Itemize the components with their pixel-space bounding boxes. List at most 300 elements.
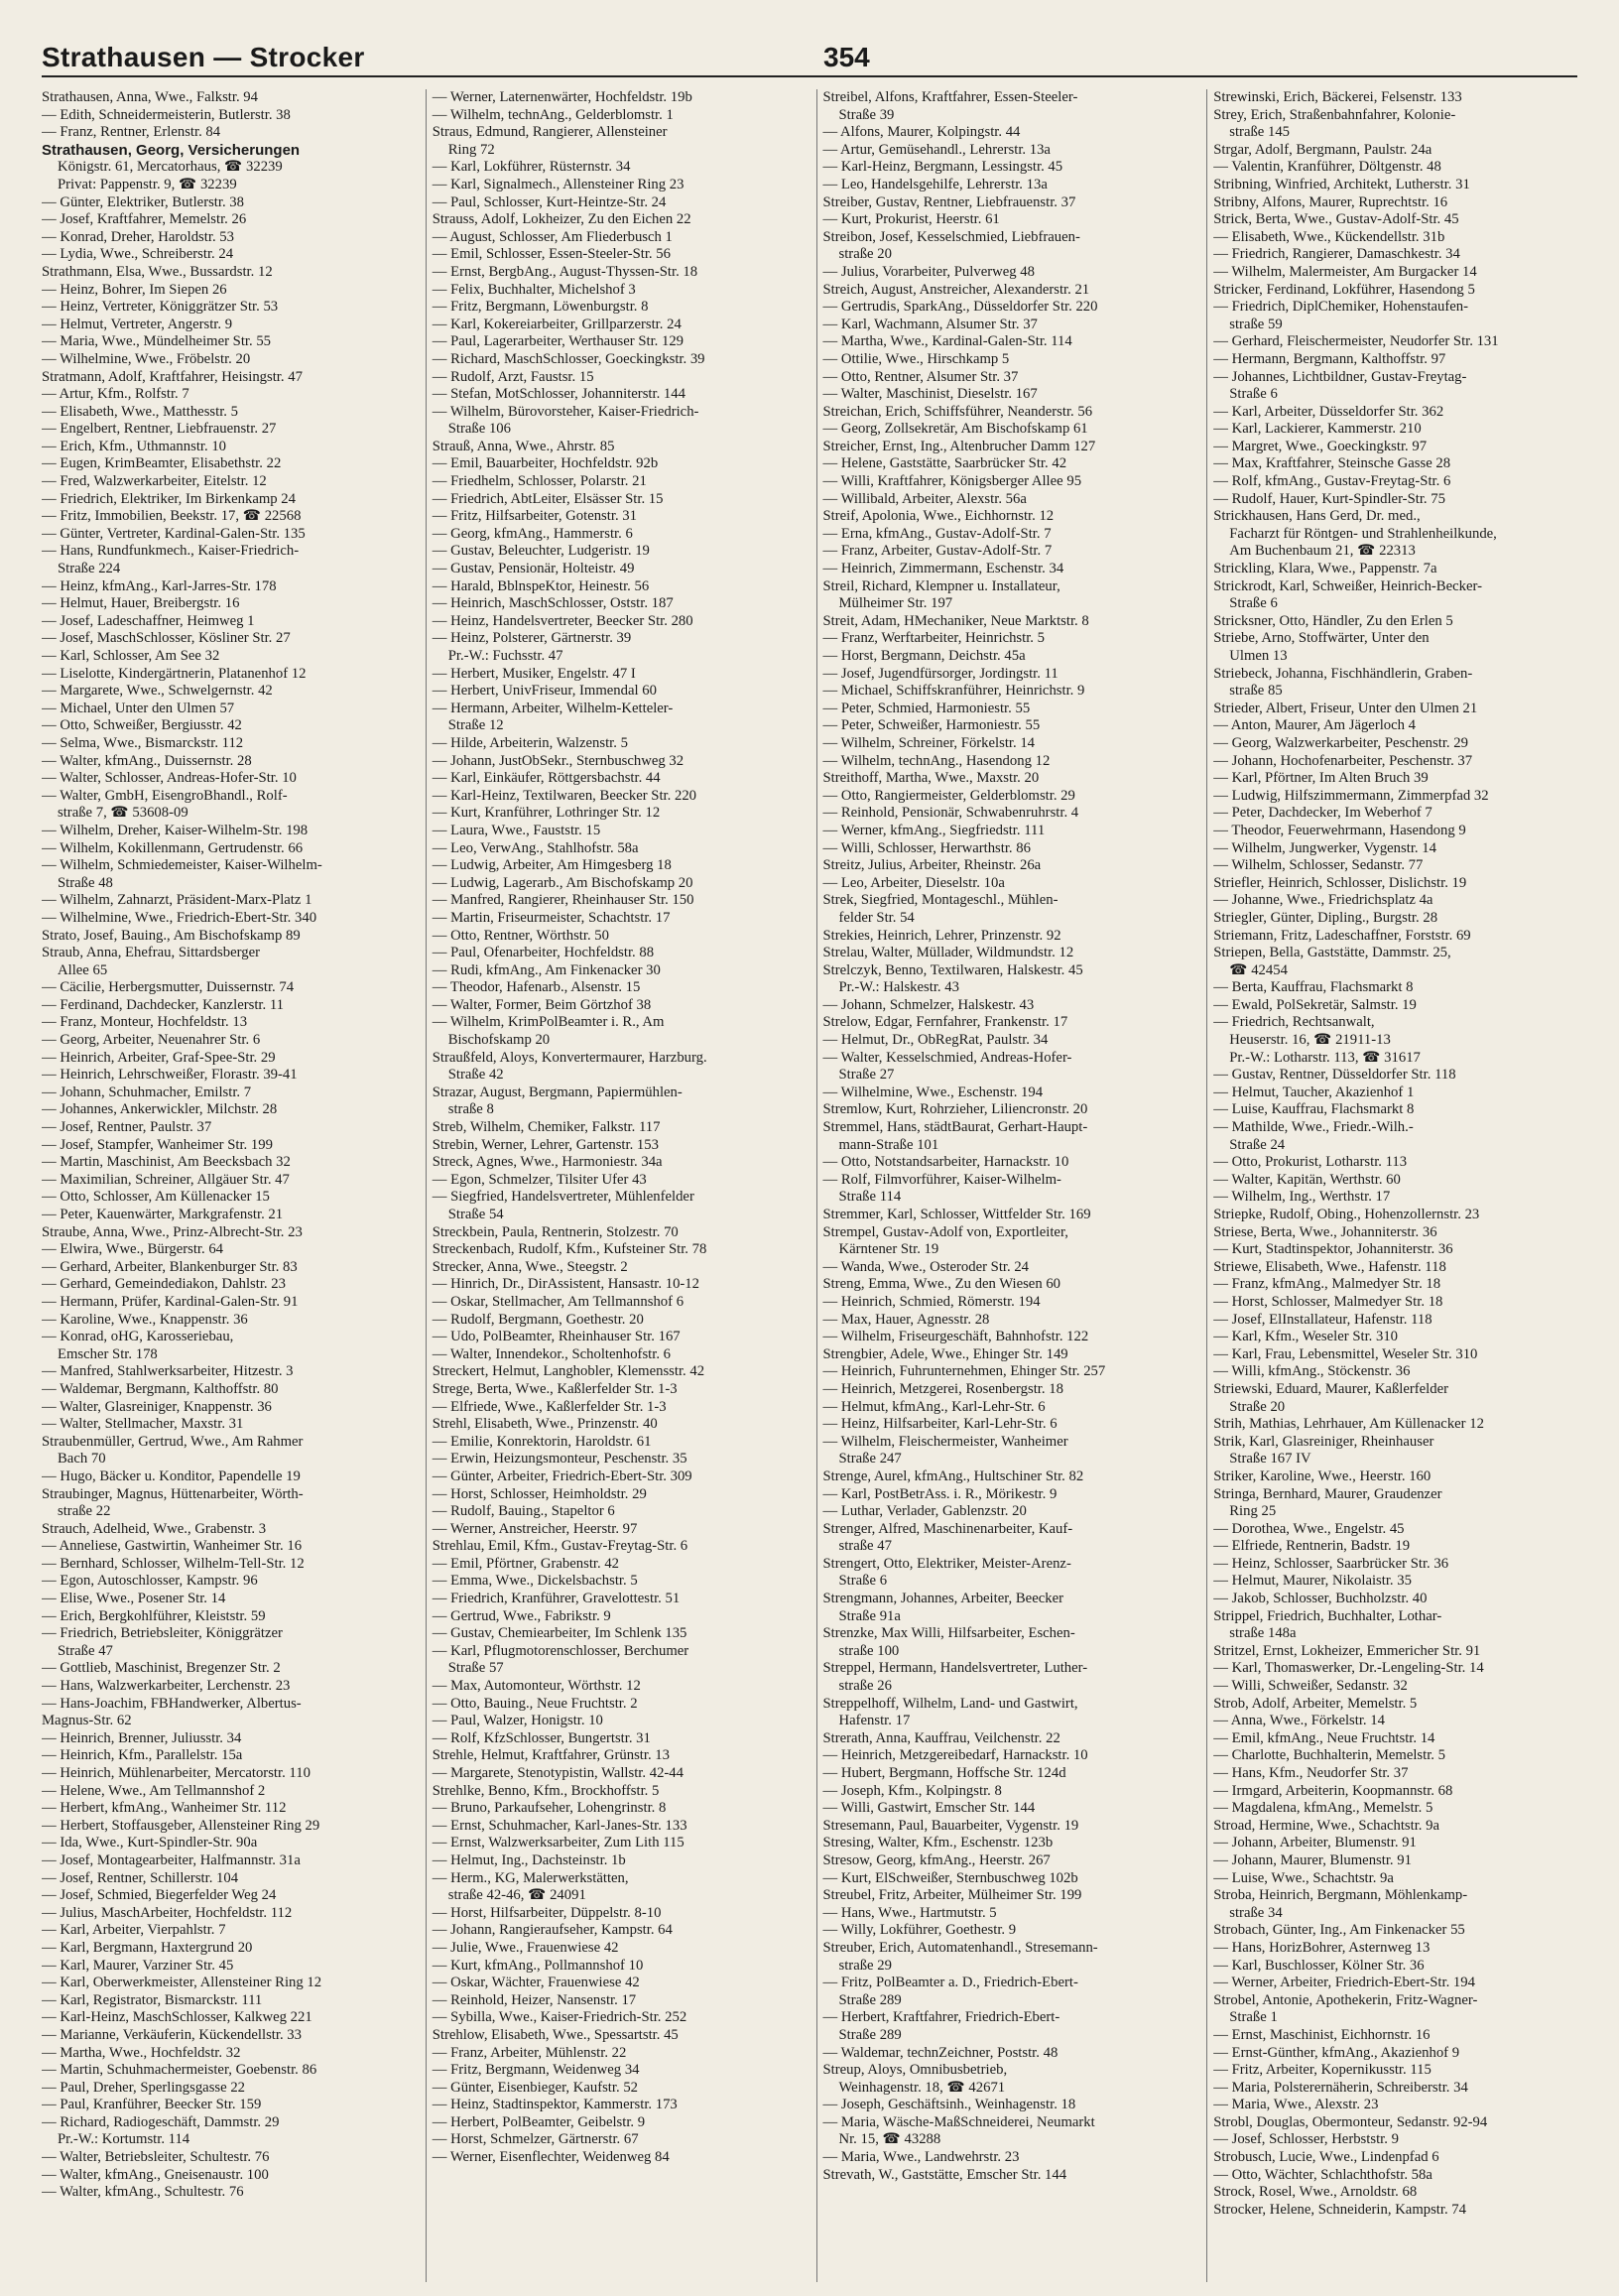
directory-entry: — Peter, Dachdecker, Im Weberhof 7 <box>1213 805 1432 822</box>
directory-entry: — Werner, kfmAng., Siegfriedstr. 111 <box>822 822 1046 838</box>
directory-entry: Straße 42 <box>447 1067 504 1084</box>
directory-entry: — Werner, Laternenwärter, Hochfeldstr. 19b <box>432 89 692 105</box>
directory-entry: — Charlotte, Buchhalterin, Memelstr. 5 <box>1213 1747 1445 1764</box>
directory-entry: Strickhausen, Hans Gerd, Dr. med., <box>1213 508 1421 525</box>
directory-entry: Stringa, Bernhard, Maurer, Graudenzer <box>1213 1485 1442 1502</box>
directory-entry: — Wilhelm, Schreiner, Förkelstr. 14 <box>822 734 1036 751</box>
directory-entry: straße 20 <box>838 246 892 263</box>
directory-entry: — Günter, Vertreter, Kardinal-Galen-Str. 135 <box>42 525 306 542</box>
directory-entry: — Manfred, Rangierer, Rheinhauser Str. 150 <box>432 892 694 909</box>
directory-entry: Strewinski, Erich, Bäckerei, Felsenstr. 133 <box>1213 89 1462 105</box>
directory-entry: — Erich, Kfm., Uthmannstr. 10 <box>42 438 227 454</box>
directory-entry: Striegler, Günter, Dipling., Burgstr. 28 <box>1213 909 1438 926</box>
directory-entry: — Franz, Rentner, Erlenstr. 84 <box>42 124 221 141</box>
directory-entry: — Margret, Wwe., Goeckingkstr. 97 <box>1213 438 1428 454</box>
directory-entry: Streif, Apolonia, Wwe., Eichhornstr. 12 <box>822 508 1055 525</box>
directory-entry: — Karl, Thomaswerker, Dr.-Lengeling-Str. 14 <box>1213 1660 1484 1677</box>
directory-entry: — Ewald, PolSekretär, Salmstr. 19 <box>1213 996 1417 1013</box>
directory-entry: — Horst, Hilfsarbeiter, Düppelstr. 8-10 <box>432 1904 662 1921</box>
directory-entry: — Maria, Wwe., Alexstr. 23 <box>1213 2097 1379 2113</box>
directory-entry: Strey, Erich, Straßenbahnfahrer, Kolonie- <box>1213 106 1456 123</box>
directory-entry: Straße 6 <box>838 1573 888 1590</box>
directory-entry: — Oskar, Wächter, Frauenwiese 42 <box>432 1975 640 1991</box>
column-2 <box>426 89 816 2282</box>
directory-entry: — Heinz, Handelsvertreter, Beecker Str. 280 <box>432 612 693 629</box>
directory-entry: Strickrodt, Karl, Schweißer, Heinrich-Becker- <box>1213 577 1482 594</box>
directory-entry: — Engelbert, Rentner, Liebfrauenstr. 27 <box>42 421 277 438</box>
directory-entry: — Josef, Rentner, Schillerstr. 104 <box>42 1869 239 1886</box>
directory-entry: — Walter, Glasreiniger, Knappenstr. 36 <box>42 1398 272 1415</box>
directory-entry: — Friedrich, AbtLeiter, Elsässer Str. 15 <box>432 490 664 507</box>
directory-entry: — Egon, Autoschlosser, Kampstr. 96 <box>42 1573 258 1590</box>
directory-entry: Strobusch, Lucie, Wwe., Lindenpfad 6 <box>1213 2149 1439 2166</box>
directory-entry: — Elisabeth, Wwe., Kückendellstr. 31b <box>1213 228 1445 245</box>
directory-entry: — Otto, Bauing., Neue Fruchtstr. 2 <box>432 1695 638 1712</box>
directory-entry: — Josef, Jugendfürsorger, Jordingstr. 11 <box>822 665 1059 682</box>
directory-entry: Strege, Berta, Wwe., Kaßlerfelder Str. 1-3 <box>432 1380 678 1397</box>
directory-entry: Bischofskamp 20 <box>447 1032 551 1049</box>
directory-entry: — Heinrich, Zimmermann, Eschenstr. 34 <box>822 561 1064 577</box>
directory-entry: Mülheimer Str. 197 <box>838 595 953 612</box>
directory-entry: — Helene, Wwe., Am Tellmannshof 2 <box>42 1782 266 1799</box>
directory-entry: — Emil, Bauarbeiter, Hochfeldstr. 92b <box>432 455 659 472</box>
directory-entry: Strato, Josef, Bauing., Am Bischofskamp 89 <box>42 927 301 944</box>
directory-entry: — Konrad, Dreher, Haroldstr. 53 <box>42 228 234 245</box>
directory-entry: — Gerhard, Gemeindediakon, Dahlstr. 23 <box>42 1276 286 1293</box>
directory-entry: — Theodor, Feuerwehrmann, Hasendong 9 <box>1213 822 1466 838</box>
directory-entry: — Michael, Schiffskranführer, Heinrichstr. 9 <box>822 683 1085 700</box>
directory-entry: Strieder, Albert, Friseur, Unter den Ulmen 21 <box>1213 700 1478 716</box>
directory-entry: — Werner, Anstreicher, Heerstr. 97 <box>432 1520 638 1537</box>
directory-entry: — Karl, Einkäufer, Röttgersbachstr. 44 <box>432 770 661 787</box>
directory-entry: — Paul, Lagerarbeiter, Werthauser Str. 129 <box>432 333 685 350</box>
directory-entry: Streckbein, Paula, Rentnerin, Stolzestr. 70 <box>432 1223 679 1240</box>
directory-entry: Strengbier, Adele, Wwe., Ehinger Str. 149 <box>822 1345 1068 1362</box>
directory-entry: Strehlau, Emil, Kfm., Gustav-Freytag-Str. 6 <box>432 1538 688 1555</box>
directory-entry: — Leo, Arbeiter, Dieselstr. 10a <box>822 874 1005 891</box>
directory-entry: — Margarete, Stenotypistin, Wallstr. 42-44 <box>432 1765 684 1781</box>
directory-entry: — Martha, Wwe., Hochfeldstr. 32 <box>42 2044 241 2061</box>
directory-entry: Strehlow, Elisabeth, Wwe., Spessartstr. 45 <box>432 2026 679 2043</box>
directory-entry: Strekies, Heinrich, Lehrer, Prinzenstr. 92 <box>822 927 1061 944</box>
directory-entry: — Rudolf, Hauer, Kurt-Spindler-Str. 75 <box>1213 490 1445 507</box>
directory-entry: — Otto, Rentner, Alsumer Str. 37 <box>822 368 1019 385</box>
directory-entry: — Johann, Schmelzer, Halskestr. 43 <box>822 996 1035 1013</box>
directory-entry: — Horst, Bergmann, Deichstr. 45a <box>822 648 1026 664</box>
directory-entry: — Willi, Kraftfahrer, Königsberger Allee 95 <box>822 473 1082 490</box>
directory-entry: straße 100 <box>838 1642 900 1659</box>
directory-entry: — Helene, Gaststätte, Saarbrücker Str. 42 <box>822 455 1067 472</box>
directory-entry: Strebin, Werner, Lehrer, Gartenstr. 153 <box>432 1136 659 1153</box>
page-header <box>42 36 1577 77</box>
directory-entry: Straube, Anna, Wwe., Prinz-Albrecht-Str. 23 <box>42 1223 303 1240</box>
directory-entry: — Walter, Stellmacher, Maxstr. 31 <box>42 1416 244 1433</box>
directory-entry: — Kurt, ElSchweißer, Sternbuschweg 102b <box>822 1869 1078 1886</box>
directory-entry: — Magdalena, kfmAng., Memelstr. 5 <box>1213 1800 1433 1817</box>
directory-entry: — Anton, Maurer, Am Jägerloch 4 <box>1213 717 1417 734</box>
directory-entry: Strobach, Günter, Ing., Am Finkenacker 55 <box>1213 1922 1465 1939</box>
directory-entry: — Gustav, Rentner, Düsseldorfer Str. 118 <box>1213 1067 1456 1084</box>
directory-entry: — Martin, Maschinist, Am Beecksbach 32 <box>42 1154 291 1171</box>
directory-entry: — Maria, Wwe., Landwehrstr. 23 <box>822 2149 1020 2166</box>
directory-entry: Stresing, Walter, Kfm., Eschenstr. 123b <box>822 1835 1054 1851</box>
directory-entry: — Rolf, kfmAng., Gustav-Freytag-Str. 6 <box>1213 473 1451 490</box>
directory-entry: Stricksner, Otto, Händler, Zu den Erlen 5 <box>1213 612 1453 629</box>
directory-entry: — Hans-Joachim, FBHandwerker, Albertus- <box>42 1695 302 1712</box>
directory-entry: Strauß, Anna, Wwe., Ahrstr. 85 <box>432 438 615 454</box>
directory-entry: — Karl, Kfm., Weseler Str. 310 <box>1213 1329 1399 1345</box>
directory-entry: — Lydia, Wwe., Schreiberstr. 24 <box>42 246 234 263</box>
directory-entry: straße 42-46, ☎ 24091 <box>447 1887 586 1904</box>
directory-entry: Am Buchenbaum 21, ☎ 22313 <box>1229 543 1416 560</box>
directory-entry: straße 59 <box>1229 316 1283 332</box>
directory-entry: Streubel, Fritz, Arbeiter, Mülheimer Str. 199 <box>822 1887 1082 1904</box>
directory-entry: — Johann, Maurer, Blumenstr. 91 <box>1213 1851 1412 1868</box>
directory-entry: Streit, Adam, HMechaniker, Neue Marktstr. 8 <box>822 612 1089 629</box>
directory-entry: — Walter, Maschinist, Dieselstr. 167 <box>822 386 1038 403</box>
directory-entry: — Emilie, Konrektorin, Haroldstr. 61 <box>432 1433 652 1450</box>
directory-entry: — Gustav, Beleuchter, Ludgeristr. 19 <box>432 543 650 560</box>
directory-entry: — Ottilie, Wwe., Hirschkamp 5 <box>822 350 1010 367</box>
directory-entry: — Luise, Wwe., Schachtstr. 9a <box>1213 1869 1394 1886</box>
directory-entry: Strehle, Helmut, Kraftfahrer, Grünstr. 13 <box>432 1747 670 1764</box>
directory-entry: — Hans, HorizBohrer, Asternweg 13 <box>1213 1939 1431 1956</box>
directory-entry: — Ludwig, Lagerarb., Am Bischofskamp 20 <box>432 874 693 891</box>
directory-entry: — Friedrich, Rechtsanwalt, <box>1213 1014 1375 1031</box>
directory-entry: Privat: Pappenstr. 9, ☎ 32239 <box>58 176 237 192</box>
directory-entry: — Emil, Schlosser, Essen-Steeler-Str. 56 <box>432 246 671 263</box>
directory-entry: — Walter, Innendekor., Scholtenhofstr. 6 <box>432 1345 672 1362</box>
directory-entry: Streng, Emma, Wwe., Zu den Wiesen 60 <box>822 1276 1061 1293</box>
directory-entry: — Johannes, Lichtbildner, Gustav-Freytag- <box>1213 368 1467 385</box>
directory-entry: Straße 20 <box>1229 1398 1286 1415</box>
page-number: 354 <box>823 42 870 72</box>
directory-entry: — Heinz, Bohrer, Im Siepen 26 <box>42 281 227 298</box>
directory-entry: Strelczyk, Benno, Textilwaren, Halskestr. 45 <box>822 961 1083 978</box>
directory-entry: — Ida, Wwe., Kurt-Spindler-Str. 90a <box>42 1835 258 1851</box>
directory-entry: — Karl, Frau, Lebensmittel, Weseler Str. 310 <box>1213 1345 1478 1362</box>
directory-entry: — Rudolf, Bauing., Stapeltor 6 <box>432 1503 615 1520</box>
directory-entry: Strauch, Adelheid, Wwe., Grabenstr. 3 <box>42 1520 267 1537</box>
directory-entry: Streb, Wilhelm, Chemiker, Falkstr. 117 <box>432 1119 661 1136</box>
directory-entry: — Valentin, Kranführer, Döltgenstr. 48 <box>1213 159 1441 176</box>
directory-entry: Strathausen, Anna, Wwe., Falkstr. 94 <box>42 89 258 105</box>
directory-entry: straße 8 <box>447 1101 494 1118</box>
directory-entry: Streppelhoff, Wilhelm, Land- und Gastwirt, <box>822 1695 1078 1712</box>
directory-entry: Strelau, Walter, Müllader, Wildmundstr. 12 <box>822 945 1074 961</box>
directory-entry: — Kurt, Stadtinspektor, Johanniterstr. 36 <box>1213 1241 1453 1258</box>
directory-entry: Strehlke, Benno, Kfm., Brockhoffstr. 5 <box>432 1782 660 1799</box>
directory-entry: — Heinz, Stadtinspektor, Kammerstr. 173 <box>432 2097 678 2113</box>
directory-entry: — Josef, Kraftfahrer, Memelstr. 26 <box>42 211 247 228</box>
directory-entry: — Otto, Schlosser, Am Küllenacker 15 <box>42 1189 270 1206</box>
directory-entry: Striese, Berta, Wwe., Johanniterstr. 36 <box>1213 1223 1437 1240</box>
directory-entry: Straußfeld, Aloys, Konvertermaurer, Harzburg. <box>432 1049 707 1066</box>
directory-entry: Striemann, Fritz, Ladeschaffner, Forststr. 69 <box>1213 927 1471 944</box>
directory-entry: — Emma, Wwe., Dickelsbachstr. 5 <box>432 1573 638 1590</box>
directory-entry: Strecker, Anna, Wwe., Steegstr. 2 <box>432 1258 628 1275</box>
directory-entry: Striebeck, Johanna, Fischhändlerin, Graben- <box>1213 665 1473 682</box>
directory-entry: — Anna, Wwe., Förkelstr. 14 <box>1213 1713 1385 1729</box>
directory-entry: — Johann, JustObSekr., Sternbuschweg 32 <box>432 752 685 769</box>
directory-entry: — Wilhelm, Zahnarzt, Präsident-Marx-Platz 1 <box>42 892 312 909</box>
directory-entry: — Paul, Kranführer, Beecker Str. 159 <box>42 2097 262 2113</box>
directory-entry: — Wilhelm, Schlosser, Sedanstr. 77 <box>1213 857 1424 874</box>
directory-entry: — Anneliese, Gastwirtin, Wanheimer Str. 16 <box>42 1538 303 1555</box>
directory-entry: Streil, Richard, Klempner u. Installateur, <box>822 577 1060 594</box>
directory-entry: — Wilhelm, Ing., Werthstr. 17 <box>1213 1189 1391 1206</box>
directory-entry: — Willi, kfmAng., Stöckenstr. 36 <box>1213 1363 1411 1380</box>
directory-entry: — Georg, kfmAng., Hammerstr. 6 <box>432 525 633 542</box>
directory-entry: Streuber, Erich, Automatenhandl., Stresemann- <box>822 1939 1098 1956</box>
directory-entry: — Ernst, Walzwerksarbeiter, Zum Lith 115 <box>432 1835 685 1851</box>
directory-entry: — Fritz, Bergmann, Löwenburgstr. 8 <box>432 299 649 316</box>
directory-entry: — Harald, BblnspeKtor, Heinestr. 56 <box>432 577 650 594</box>
directory-entry: Striker, Karoline, Wwe., Heerstr. 160 <box>1213 1467 1432 1484</box>
directory-entry: — Hinrich, Dr., DirAssistent, Hansastr. 10-12 <box>432 1276 699 1293</box>
directory-entry: — Karl, Lokführer, Rüsternstr. 34 <box>432 159 631 176</box>
directory-entry: — Hans, Wwe., Hartmutstr. 5 <box>822 1904 997 1921</box>
directory-entry: — Heinz, kfmAng., Karl-Jarres-Str. 178 <box>42 577 277 594</box>
directory-entry: — Sybilla, Wwe., Kaiser-Friedrich-Str. 252 <box>432 2009 687 2026</box>
directory-entry: — Joseph, Geschäftsinh., Weinhagenstr. 18 <box>822 2097 1076 2113</box>
directory-entry: — Julius, MaschArbeiter, Hochfeldstr. 112 <box>42 1904 293 1921</box>
directory-entry: — Maria, Wäsche-MaßSchneiderei, Neumarkt <box>822 2113 1095 2130</box>
directory-entry: — Heinrich, Mühlenarbeiter, Mercatorstr. 110 <box>42 1765 311 1781</box>
directory-entry: — Erna, kfmAng., Gustav-Adolf-Str. 7 <box>822 525 1052 542</box>
directory-entry: — Friedrich, Kranführer, Gravelottestr. 51 <box>432 1591 681 1607</box>
directory-entry: — Peter, Schweißer, Harmoniestr. 55 <box>822 717 1041 734</box>
directory-entry: Ring 72 <box>447 141 495 158</box>
directory-entry: — Max, Automonteur, Wörthstr. 12 <box>432 1678 641 1695</box>
directory-entry: — Richard, MaschSchlosser, Goeckingkstr. 39 <box>432 350 705 367</box>
column-4 <box>1206 89 1597 2282</box>
directory-entry: — Reinhold, Pensionär, Schwabenruhrstr. 4 <box>822 805 1079 822</box>
directory-entry: — Waldemar, Bergmann, Kalthoffstr. 80 <box>42 1380 279 1397</box>
directory-entry: — Alfons, Maurer, Kolpingstr. 44 <box>822 124 1021 141</box>
directory-entry: — Wilhelm, Friseurgeschäft, Bahnhofstr. 122 <box>822 1329 1089 1345</box>
directory-entry: straße 47 <box>838 1538 892 1555</box>
directory-entry: — Maria, Polsterernäherin, Schreiberstr. 34 <box>1213 2079 1468 2096</box>
directory-entry: — Oskar, Stellmacher, Am Tellmannshof 6 <box>432 1293 685 1310</box>
directory-entry: Striepen, Bella, Gaststätte, Dammstr. 25, <box>1213 945 1451 961</box>
directory-entry: Strathausen, Georg, Versicherungen <box>42 141 301 159</box>
directory-entry: — Friedhelm, Schlosser, Polarstr. 21 <box>432 473 647 490</box>
directory-entry: — Udo, PolBeamter, Rheinhauser Str. 167 <box>432 1329 681 1345</box>
directory-entry: — Gottlieb, Maschinist, Bregenzer Str. 2 <box>42 1660 281 1677</box>
directory-entry: — Franz, Arbeiter, Gustav-Adolf-Str. 7 <box>822 543 1053 560</box>
directory-entry: — Hugo, Bäcker u. Konditor, Papendelle 19 <box>42 1467 301 1484</box>
directory-entry: — Herbert, PolBeamter, Geibelstr. 9 <box>432 2113 646 2130</box>
directory-entry: — Friedrich, Elektriker, Im Birkenkamp 24 <box>42 490 296 507</box>
directory-entry: Königstr. 61, Mercatorhaus, ☎ 32239 <box>58 159 283 176</box>
directory-entry: Streichan, Erich, Schiffsführer, Neanderstr. 56 <box>822 403 1093 420</box>
directory-entry: Straub, Anna, Ehefrau, Sittardsberger <box>42 945 260 961</box>
directory-entry: — Fritz, Immobilien, Beekstr. 17, ☎ 22568 <box>42 508 302 525</box>
directory-entry: — Josef, ElInstallateur, Hafenstr. 118 <box>1213 1311 1432 1328</box>
directory-entry: Straus, Edmund, Rangierer, Allensteiner <box>432 124 668 141</box>
directory-entry: Strempel, Gustav-Adolf von, Exportleiter, <box>822 1223 1068 1240</box>
directory-entry: straße 85 <box>1229 683 1283 700</box>
directory-entry: Strobl, Douglas, Obermonteur, Sedanstr. 92-94 <box>1213 2113 1488 2130</box>
directory-entry: — Heinrich, Metzgerei, Rosenbergstr. 18 <box>822 1380 1063 1397</box>
directory-entry: Straße 6 <box>1229 595 1278 612</box>
directory-entry: Magnus-Str. 62 <box>42 1713 132 1729</box>
directory-entry: — Hans, Walzwerkarbeiter, Lerchenstr. 23 <box>42 1678 291 1695</box>
directory-entry: ☎ 42454 <box>1229 961 1288 978</box>
directory-entry: — Paul, Dreher, Sperlingsgasse 22 <box>42 2079 246 2096</box>
directory-entry: — Heinrich, Kfm., Parallelstr. 15a <box>42 1747 243 1764</box>
directory-entry: — Erwin, Heizungsmonteur, Peschenstr. 35 <box>432 1451 687 1467</box>
directory-entry: — Helmut, Vertreter, Angerstr. 9 <box>42 316 233 332</box>
directory-entry: Straße 224 <box>58 561 121 577</box>
directory-entry: — Wilhelm, technAng., Gelderblomstr. 1 <box>432 106 674 123</box>
directory-entry: — Karl, Pförtner, Im Alten Bruch 39 <box>1213 770 1429 787</box>
directory-entry: — Helmut, kfmAng., Karl-Lehr-Str. 6 <box>822 1398 1046 1415</box>
directory-entry: — Hermann, Prüfer, Kardinal-Galen-Str. 91 <box>42 1293 299 1310</box>
directory-entry: — Helmut, Maurer, Nikolaistr. 35 <box>1213 1573 1412 1590</box>
directory-entry: — Ludwig, Hilfszimmermann, Zimmerpfad 32 <box>1213 787 1489 804</box>
directory-entry: — Georg, Walzwerkarbeiter, Peschenstr. 29 <box>1213 734 1468 751</box>
directory-entry: — Rolf, Filmvorführer, Kaiser-Wilhelm- <box>822 1171 1061 1188</box>
directory-entry: Streup, Aloys, Omnibusbetrieb, <box>822 2062 1008 2079</box>
directory-entry: straße 29 <box>838 1957 892 1974</box>
directory-entry: — Stefan, MotSchlosser, Johanniterstr. 144 <box>432 386 685 403</box>
directory-entry: — Otto, Schweißer, Bergiusstr. 42 <box>42 717 242 734</box>
directory-entry: — Maria, Wwe., Mündelheimer Str. 55 <box>42 333 272 350</box>
directory-entry: — Gerhard, Fleischermeister, Neudorfer Str. 131 <box>1213 333 1499 350</box>
directory-entry: — Franz, Werftarbeiter, Heinrichstr. 5 <box>822 630 1045 647</box>
directory-entry: Streckert, Helmut, Langhobler, Klemensstr. 42 <box>432 1363 705 1380</box>
directory-entry: — Leo, VerwAng., Stahlhofstr. 58a <box>432 839 639 856</box>
directory-entry: — Wilhelm, Dreher, Kaiser-Wilhelm-Str. 198 <box>42 822 309 838</box>
directory-entry: — Julie, Wwe., Frauenwiese 42 <box>432 1939 619 1956</box>
directory-entry: — Helmut, Hauer, Breibergstr. 16 <box>42 595 240 612</box>
directory-entry: — Günter, Elektriker, Butlerstr. 38 <box>42 193 244 210</box>
directory-entry: — Johann, Hochofenarbeiter, Peschenstr. 37 <box>1213 752 1473 769</box>
directory-entry: — Elfriede, Rentnerin, Badstr. 19 <box>1213 1538 1411 1555</box>
directory-entry: Ulmen 13 <box>1229 648 1288 664</box>
directory-entry: Heuserstr. 16, ☎ 21911-13 <box>1229 1032 1391 1049</box>
directory-entry: Straße 12 <box>447 717 504 734</box>
directory-entry: — Egon, Schmelzer, Tilsiter Ufer 43 <box>432 1171 647 1188</box>
directory-entry: — Karl, Bergmann, Haxtergrund 20 <box>42 1939 253 1956</box>
directory-entry: — Karl, Lackierer, Kammerstr. 210 <box>1213 421 1422 438</box>
directory-entry: — Willy, Lokführer, Goethestr. 9 <box>822 1922 1017 1939</box>
directory-entry: — Ludwig, Arbeiter, Am Himgesberg 18 <box>432 857 672 874</box>
directory-entry: Stribning, Winfried, Architekt, Lutherstr. 31 <box>1213 176 1470 192</box>
directory-entry: — Walter, kfmAng., Schultestr. 76 <box>42 2184 244 2201</box>
directory-entry: — Günter, Arbeiter, Friedrich-Ebert-Str. 309 <box>432 1467 692 1484</box>
directory-entry: — Wilhelm, Bürovorsteher, Kaiser-Friedrich- <box>432 403 699 420</box>
directory-entry: Streitz, Julius, Arbeiter, Rheinstr. 26a <box>822 857 1042 874</box>
directory-entry: Stremlow, Kurt, Rohrzieher, Liliencronstr. 20 <box>822 1101 1088 1118</box>
directory-entry: Straße 247 <box>838 1451 902 1467</box>
directory-entry: — Karl, Registrator, Bismarckstr. 111 <box>42 1991 263 2008</box>
directory-entry: — Ernst, BergbAng., August-Thyssen-Str. 18 <box>432 263 698 280</box>
directory-entry: — Artur, Kfm., Rolfstr. 7 <box>42 386 189 403</box>
directory-entry: — Elwira, Wwe., Bürgerstr. 64 <box>42 1241 224 1258</box>
directory-entry: — Wilhelm, Jungwerker, Vygenstr. 14 <box>1213 839 1436 856</box>
directory-entry: — Max, Hauer, Agnesstr. 28 <box>822 1311 990 1328</box>
directory-entry: Ring 25 <box>1229 1503 1277 1520</box>
directory-entry: — Karl, PostBetrAss. i. R., Mörikestr. 9 <box>822 1485 1058 1502</box>
directory-entry: Straße 91a <box>838 1607 901 1624</box>
directory-entry: Strengert, Otto, Elektriker, Meister-Arenz- <box>822 1555 1071 1572</box>
directory-entry: — Otto, Prokurist, Lotharstr. 113 <box>1213 1154 1408 1171</box>
directory-entry: — Heinz, Polsterer, Gärtnerstr. 39 <box>432 630 632 647</box>
directory-entry: — Irmgard, Arbeiterin, Koopmannstr. 68 <box>1213 1782 1453 1799</box>
directory-entry: — Peter, Schmied, Harmoniestr. 55 <box>822 700 1031 716</box>
directory-entry: — Wilhelm, Malermeister, Am Burgacker 14 <box>1213 263 1477 280</box>
directory-entry: Strickling, Klara, Wwe., Pappenstr. 7a <box>1213 561 1437 577</box>
directory-entry: Stricker, Ferdinand, Lokführer, Hasendong 5 <box>1213 281 1475 298</box>
directory-entry: Strobel, Antonie, Apothekerin, Fritz-Wagner- <box>1213 1991 1478 2008</box>
directory-entry: — Walter, Former, Beim Görtzhof 38 <box>432 996 652 1013</box>
directory-entry: Streppel, Hermann, Handelsvertreter, Luther- <box>822 1660 1088 1677</box>
directory-entry: — Heinrich, Brenner, Juliusstr. 34 <box>42 1729 242 1746</box>
directory-entry: — Josef, Schlosser, Herbststr. 9 <box>1213 2131 1399 2148</box>
directory-entry: — Karl-Heinz, Textilwaren, Beecker Str. 220 <box>432 787 697 804</box>
directory-entry: Stroba, Heinrich, Bergmann, Möhlenkamp- <box>1213 1887 1468 1904</box>
directory-entry: — Heinz, Hilfsarbeiter, Karl-Lehr-Str. 6 <box>822 1416 1058 1433</box>
directory-entry: — Johann, Schuhmacher, Emilstr. 7 <box>42 1084 252 1100</box>
directory-entry: — Felix, Buchhalter, Michelshof 3 <box>432 281 636 298</box>
directory-entry: — Hermann, Arbeiter, Wilhelm-Ketteler- <box>432 700 674 716</box>
directory-entry: Straße 27 <box>838 1067 895 1084</box>
directory-entry: — Margarete, Wwe., Schwelgernstr. 42 <box>42 683 273 700</box>
directory-entry: — Karl, Wachmann, Alsumer Str. 37 <box>822 316 1038 332</box>
column-1 <box>42 89 426 2282</box>
directory-entry: — Wanda, Wwe., Osteroder Str. 24 <box>822 1258 1030 1275</box>
directory-entry: Strevath, W., Gaststätte, Emscher Str. 144 <box>822 2166 1067 2183</box>
directory-entry: straße 145 <box>1229 124 1291 141</box>
directory-entry: — Helmut, Taucher, Akazienhof 1 <box>1213 1084 1415 1100</box>
directory-entry: — Wilhelmine, Wwe., Fröbelstr. 20 <box>42 350 251 367</box>
directory-entry: — Walter, Kapitän, Werthstr. 60 <box>1213 1171 1401 1188</box>
directory-entry: — Wilhelm, KrimPolBeamter i. R., Am <box>432 1014 665 1031</box>
directory-entry: — Herm., KG, Malerwerkstätten, <box>432 1869 629 1886</box>
directory-entry: Strenzke, Max Willi, Hilfsarbeiter, Eschen- <box>822 1625 1075 1642</box>
directory-entry: — Herbert, Kraftfahrer, Friedrich-Ebert- <box>822 2009 1060 2026</box>
page-title: Strathausen — Strocker <box>42 42 365 72</box>
directory-entry: — Johanne, Wwe., Friedrichsplatz 4a <box>1213 892 1433 909</box>
directory-entry: — Fritz, Hilfsarbeiter, Gotenstr. 31 <box>432 508 637 525</box>
directory-entry: — Edith, Schneidermeisterin, Butlerstr. 38 <box>42 106 291 123</box>
directory-entry: — Herbert, Musiker, Engelstr. 47 I <box>432 665 636 682</box>
directory-entry: — Franz, Arbeiter, Mühlenstr. 22 <box>432 2044 627 2061</box>
directory-entry: — Karl, Arbeiter, Vierpahlstr. 7 <box>42 1922 226 1939</box>
directory-entry: — Werner, Eisenflechter, Weidenweg 84 <box>432 2149 670 2166</box>
directory-entry: — Kurt, kfmAng., Pollmannshof 10 <box>432 1957 644 1974</box>
directory-entry: — Friedrich, Rangierer, Damaschkestr. 34 <box>1213 246 1460 263</box>
directory-entry: — Marianne, Verkäuferin, Kückendellstr. 33 <box>42 2026 302 2043</box>
directory-entry: Straubenmüller, Gertrud, Wwe., Am Rahmer <box>42 1433 304 1450</box>
directory-entry: — Rudolf, Bergmann, Goethestr. 20 <box>432 1311 644 1328</box>
directory-entry: — Heinrich, Lehrschweißer, Florastr. 39-41 <box>42 1067 298 1084</box>
directory-entry: Strengmann, Johannes, Arbeiter, Beecker <box>822 1591 1063 1607</box>
directory-entry: — Cäcilie, Herbergsmutter, Duissernstr. 74 <box>42 979 295 996</box>
directory-entry: Strippel, Friedrich, Buchhalter, Lothar- <box>1213 1607 1442 1624</box>
directory-entry: — Hans, Rundfunkmech., Kaiser-Friedrich- <box>42 543 300 560</box>
directory-entry: Weinhagenstr. 18, ☎ 42671 <box>838 2079 1006 2096</box>
directory-entry: — Karl, Pflugmotorenschlosser, Berchumer <box>432 1642 689 1659</box>
directory-entry: Pr.-W.: Kortumstr. 114 <box>58 2131 190 2148</box>
directory-entry: — Martin, Schuhmachermeister, Goebenstr. 86 <box>42 2062 317 2079</box>
directory-entry: — Max, Kraftfahrer, Steinsche Gasse 28 <box>1213 455 1451 472</box>
directory-entry: — Ernst, Schuhmacher, Karl-Janes-Str. 133 <box>432 1817 687 1834</box>
directory-entry: — Peter, Kauenwärter, Markgrafenstr. 21 <box>42 1207 284 1222</box>
